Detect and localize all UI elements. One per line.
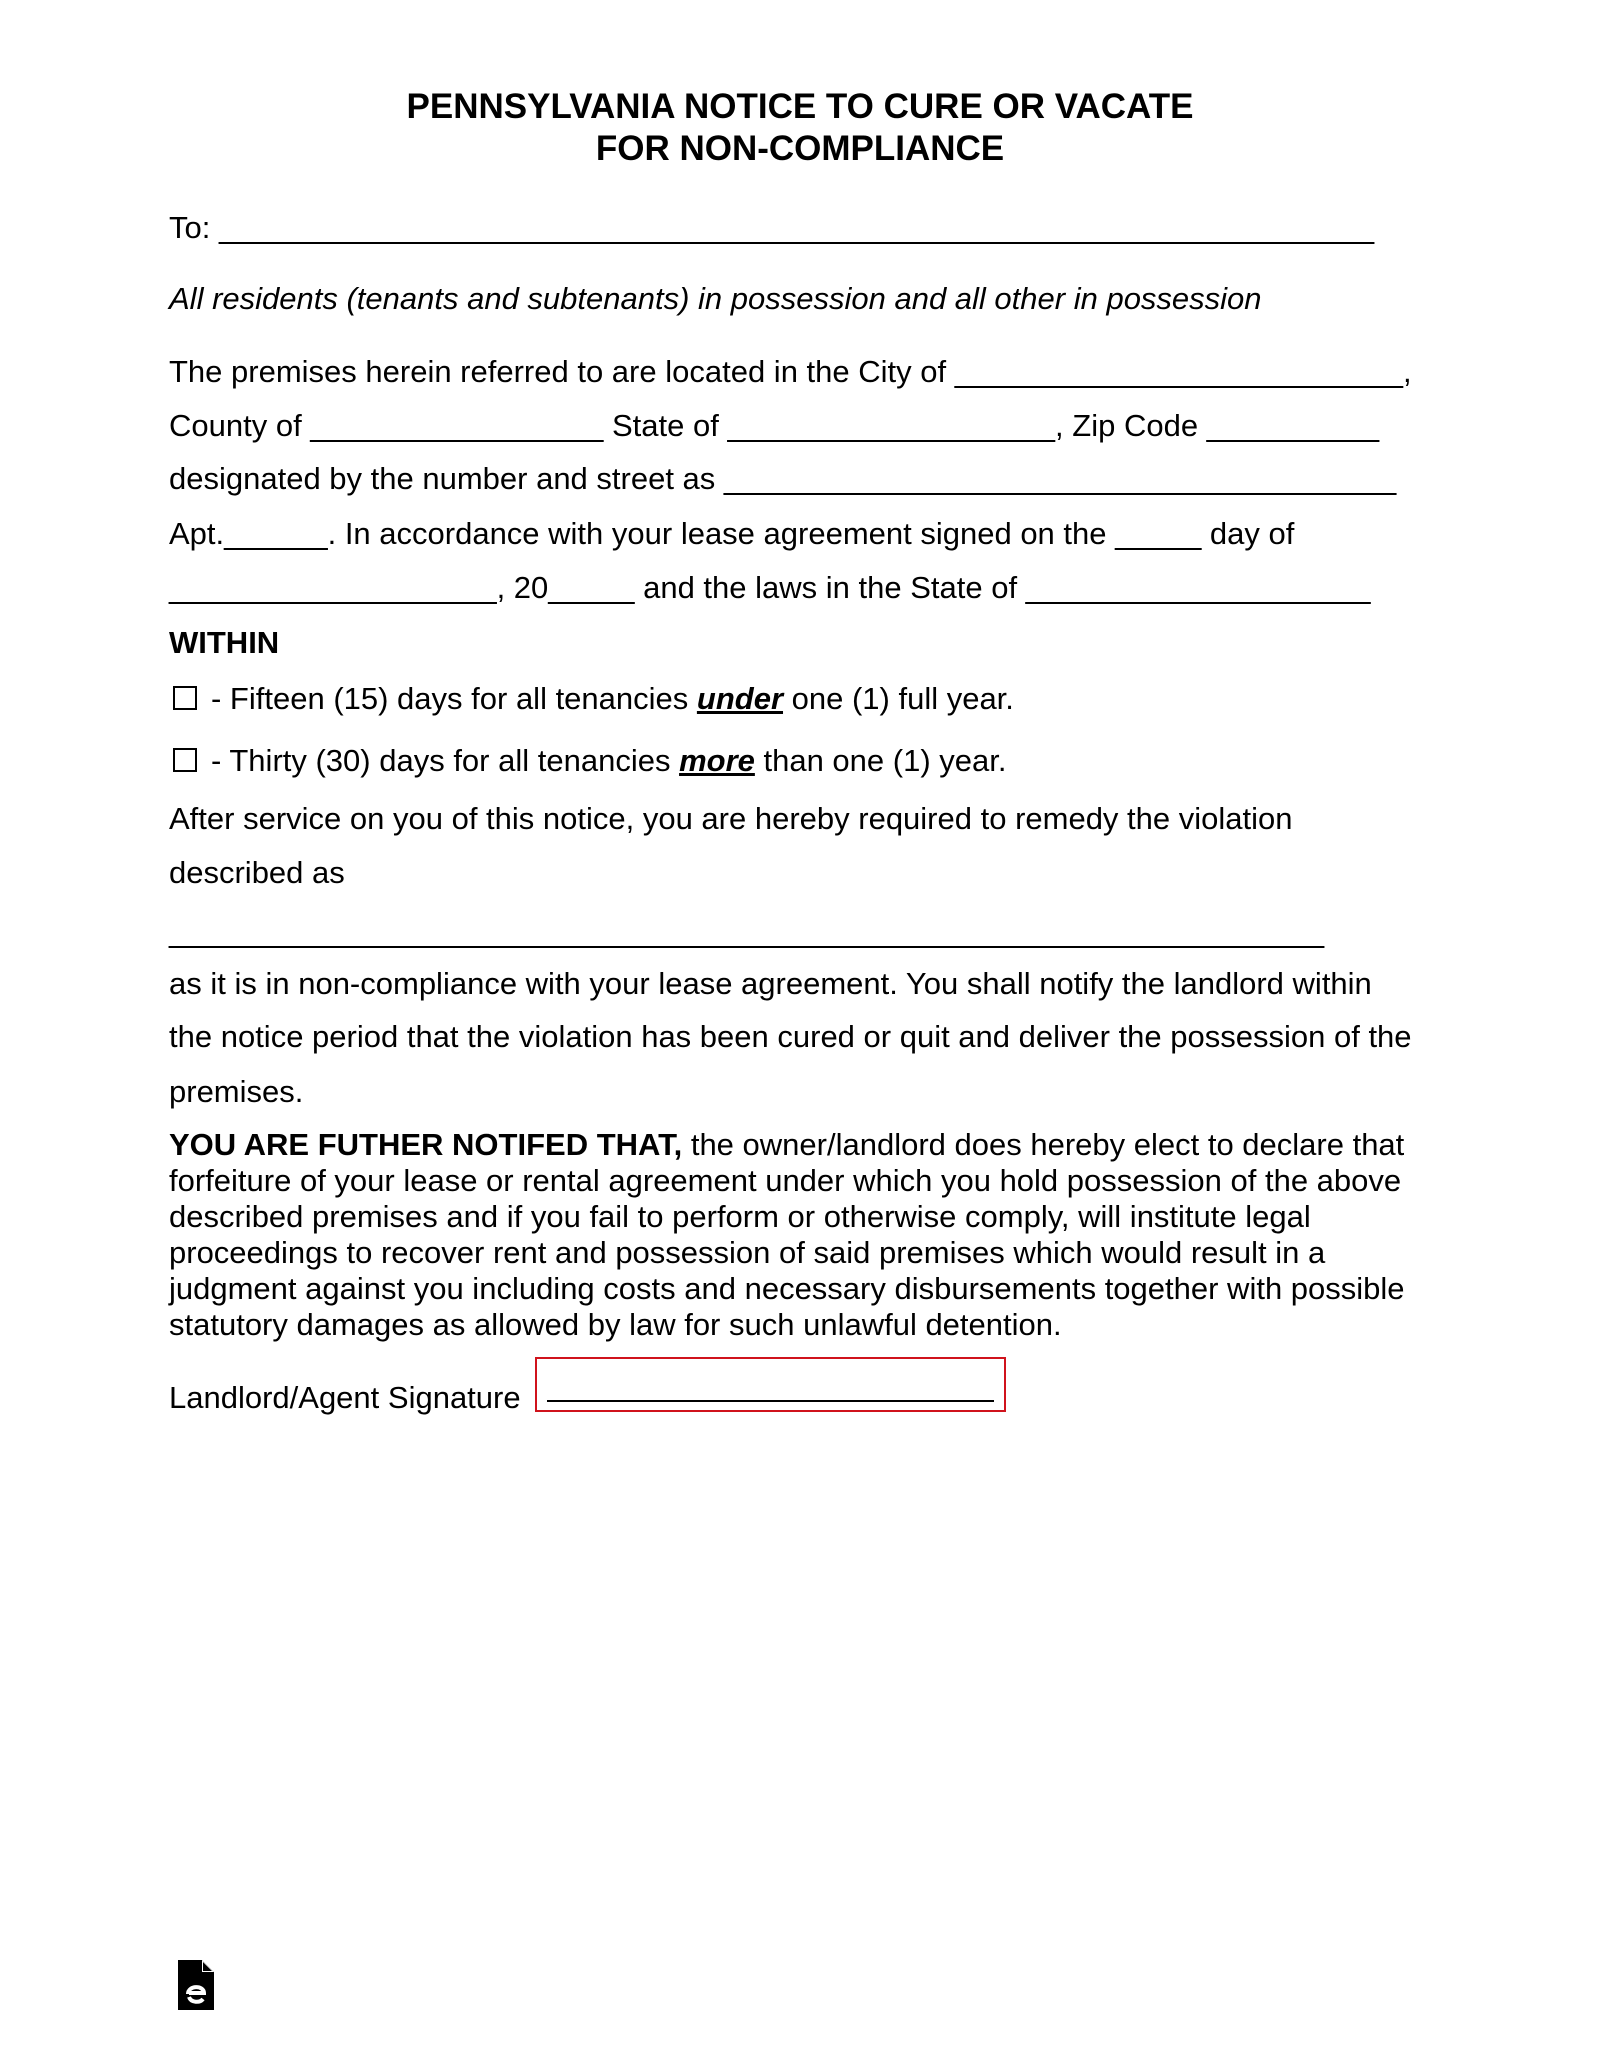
fifteen-days-checkbox[interactable]: [173, 686, 197, 710]
premises-apt-line[interactable]: Apt.______. In accordance with your lease agreement signed on the _____ day of: [169, 516, 1295, 551]
service-text-line-1: After service on you of this notice, you are hereby required to remedy the violation: [169, 801, 1293, 836]
violation-description-field[interactable]: ___________________________________________________________________: [169, 914, 1325, 949]
service-text-line-4: the notice period that the violation has been cured or quit and deliver the possession of the: [169, 1019, 1412, 1054]
option-text-suffix: than one (1) year.: [754, 743, 1007, 778]
option-text-prefix: - Thirty (30) days for all tenancies: [211, 743, 680, 778]
signature-label: Landlord/Agent Signature: [169, 1380, 521, 1415]
title-line-1: PENNSYLVANIA NOTICE TO CURE OR VACATE: [406, 87, 1194, 126]
further-notice-text: the owner/landlord does hereby elect to declare that forfeiture of your lease or rental agreement under which you hold possession of the above described premises and if you fail to perform or otherwise comply, will institute legal proceedings to recover rent and possession of said premises which would result in a judgment against you including costs and necessary disbursements together with possible statutory damages as allowed by law for such unlawful detention.: [169, 1127, 1405, 1342]
option-emphasis: more: [679, 743, 755, 778]
further-notice-paragraph: [169, 1127, 1439, 1343]
service-text-line-5: premises.: [169, 1074, 304, 1109]
service-text-line-3: as it is in non-compliance with your lease agreement. You shall notify the landlord within: [169, 966, 1372, 1001]
premises-city-line[interactable]: The premises herein referred to are located in the City of __________________________,: [169, 354, 1412, 389]
to-field[interactable]: To: ___________________________________________________________________: [169, 210, 1375, 245]
option-emphasis: under: [696, 681, 784, 716]
option-thirty-days[interactable]: [169, 743, 1006, 779]
premises-date-line[interactable]: ___________________, 20_____ and the laws in the State of ____________________: [169, 570, 1371, 605]
option-text-suffix: one (1) full year.: [783, 681, 1014, 716]
residents-note: All residents (tenants and subtenants) in possession and all other in possession: [169, 281, 1262, 316]
option-text-prefix: - Fifteen (15) days for all tenancies: [211, 681, 697, 716]
premises-street-line[interactable]: designated by the number and street as _______________________________________: [169, 461, 1397, 496]
signature-underline: [547, 1400, 994, 1402]
document-title: [0, 86, 1600, 170]
premises-county-line[interactable]: County of _________________ State of ___________________, Zip Code __________: [169, 408, 1380, 443]
within-label: WITHIN: [169, 625, 280, 660]
signature-field[interactable]: [535, 1357, 1006, 1412]
thirty-days-checkbox[interactable]: [173, 748, 197, 772]
further-notice-lead: YOU ARE FUTHER NOTIFED THAT,: [169, 1127, 683, 1162]
option-fifteen-days[interactable]: [169, 681, 1014, 717]
eforms-logo-icon: [178, 1960, 214, 2010]
service-text-line-2: described as: [169, 855, 345, 890]
title-line-2: FOR NON-COMPLIANCE: [595, 129, 1005, 168]
